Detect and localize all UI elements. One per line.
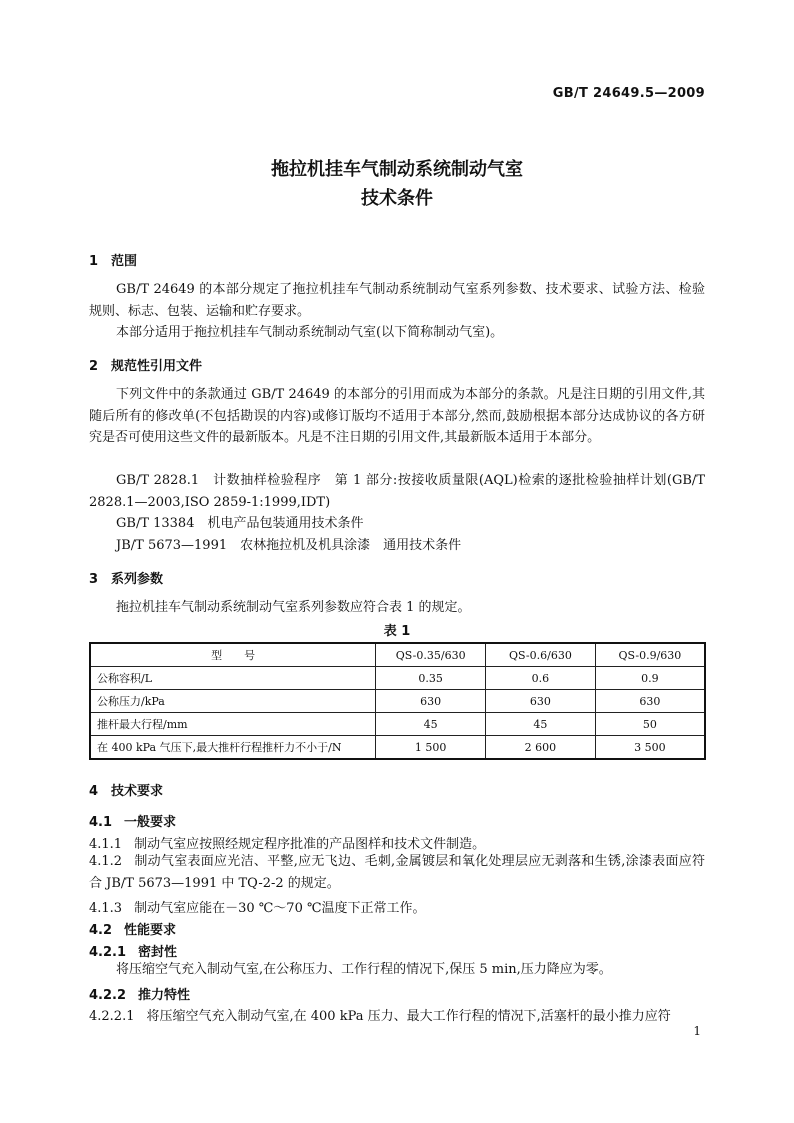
section-number: 1 (89, 254, 99, 269)
clause-4-2-1-paragraph: 将压缩空气充入制动气室,在公称压力、工作行程的情况下,保压 5 min,压力降应为零。 (116, 962, 612, 977)
document-title: 拖拉机挂车气制动系统制动气室 (271, 159, 523, 180)
reference-jbt-5673: JB/T 5673—1991 农林拖拉机及机具涂漆 通用技术条件 (116, 538, 462, 553)
table-cell: 公称压力/kPa (90, 690, 376, 713)
clause-title: 推力特性 (138, 988, 191, 1003)
clause-4-1-1 (89, 833, 485, 852)
table-row (90, 713, 705, 736)
table-cell: 630 (486, 690, 596, 713)
clause-number: 4.1.3 (89, 901, 123, 916)
table-row (90, 690, 705, 713)
section-number: 2 (89, 359, 99, 374)
table-cell: 45 (486, 713, 596, 736)
page-number: 1 (693, 1024, 701, 1038)
clause-text: 将压缩空气充入制动气室,在 400 kPa 压力、最大工作行程的情况下,活塞杆的最小推力应符 (146, 1009, 671, 1024)
table-cell: 推杆最大行程/mm (90, 713, 376, 736)
clause-title: 性能要求 (124, 923, 177, 938)
section-title: 规范性引用文件 (111, 359, 203, 374)
clause-number: 4.1.1 (89, 837, 123, 852)
clause-4-2-2-1 (89, 1005, 671, 1024)
table-caption: 表 1 (383, 624, 411, 639)
section-3-heading (89, 568, 163, 587)
table-header-cell: QS-0.6/630 (486, 643, 596, 667)
section-4-heading (89, 780, 163, 799)
table-cell: 2 600 (486, 736, 596, 760)
clause-4-2-heading (89, 919, 176, 938)
table-cell: 1 500 (376, 736, 486, 760)
table-header-cell: QS-0.35/630 (376, 643, 486, 667)
section-1-heading (89, 250, 137, 269)
section-2-heading (89, 355, 202, 374)
clause-number: 4.1 (89, 815, 113, 830)
clause-4-1-3 (89, 897, 426, 916)
clause-number: 4.2.2 (89, 988, 127, 1003)
clause-title: 密封性 (138, 945, 178, 960)
table-row (90, 667, 705, 690)
table-cell: 在 400 kPa 气压下,最大推杆行程推杆力不小于/N (90, 736, 376, 760)
section-1-paragraph-1: GB/T 24649 的本部分规定了拖拉机挂车气制动系统制动气室系列参数、技术要求、试验方法、检验规则、标志、包装、运输和贮存要求。 (89, 282, 705, 319)
section-title: 范围 (111, 254, 138, 269)
document-subtitle: 技术条件 (361, 188, 433, 209)
section-number: 4 (89, 784, 99, 799)
clause-4-1-heading (89, 811, 176, 830)
table-cell: 0.9 (595, 667, 705, 690)
section-3-paragraph-1: 拖拉机挂车气制动系统制动气室系列参数应符合表 1 的规定。 (116, 600, 471, 615)
table-cell: 公称容积/L (90, 667, 376, 690)
clause-number: 4.2.1 (89, 945, 127, 960)
clause-number: 4.2 (89, 923, 113, 938)
table-cell: 50 (595, 713, 705, 736)
table-cell: 0.6 (486, 667, 596, 690)
table-row (90, 736, 705, 760)
section-2-paragraph-1: 下列文件中的条款通过 GB/T 24649 的本部分的引用而成为本部分的条款。凡是注日期的引用文件,其随后所有的修改单(不包括勘误的内容)或修订版均不适用于本部分,然而,鼓励根据本部分达成协议的各方研究是否可使用这些文件的最新版本。凡是不注日期的引用文件,其最新版本适用于本部分。 (89, 387, 705, 445)
table-cell: 630 (376, 690, 486, 713)
section-title: 技术要求 (111, 784, 164, 799)
table-cell: 45 (376, 713, 486, 736)
reference-gbt-2828: GB/T 2828.1 计数抽样检验程序 第 1 部分:按接收质量限(AQL)检索的逐批检验抽样计划(GB/T 2828.1—2003,ISO 2859-1:1999,IDT) (89, 473, 705, 510)
table-cell: 630 (595, 690, 705, 713)
table-header-cell: 型 号 (90, 643, 376, 667)
clause-4-2-1-heading (89, 941, 177, 960)
clause-4-1-2 (89, 851, 705, 894)
table-cell: 3 500 (595, 736, 705, 760)
table-header-row (90, 643, 705, 667)
reference-gbt-13384: GB/T 13384 机电产品包装通用技术条件 (116, 516, 364, 531)
table-header-cell: QS-0.9/630 (595, 643, 705, 667)
clause-4-2-2-heading (89, 984, 190, 1003)
clause-number: 4.1.2 (89, 854, 123, 869)
clause-text: 制动气室表面应光洁、平整,应无飞边、毛刺,金属镀层和氧化处理层应无剥落和生锈,涂漆表面应符合 JB/T 5673—1991 中 TQ-2-2 的规定。 (89, 854, 705, 891)
section-1-paragraph-2: 本部分适用于拖拉机挂车气制动系统制动气室(以下简称制动气室)。 (116, 325, 504, 340)
section-title: 系列参数 (111, 572, 164, 587)
section-number: 3 (89, 572, 99, 587)
parameters-table (89, 642, 706, 760)
clause-number: 4.2.2.1 (89, 1009, 135, 1024)
clause-text: 制动气室应能在－30 ℃～70 ℃温度下正常工作。 (134, 901, 426, 916)
table-cell: 0.35 (376, 667, 486, 690)
clause-title: 一般要求 (124, 815, 177, 830)
standard-number: GB/T 24649.5—2009 (552, 86, 705, 101)
clause-text: 制动气室应按照经规定程序批准的产品图样和技术文件制造。 (134, 837, 486, 852)
